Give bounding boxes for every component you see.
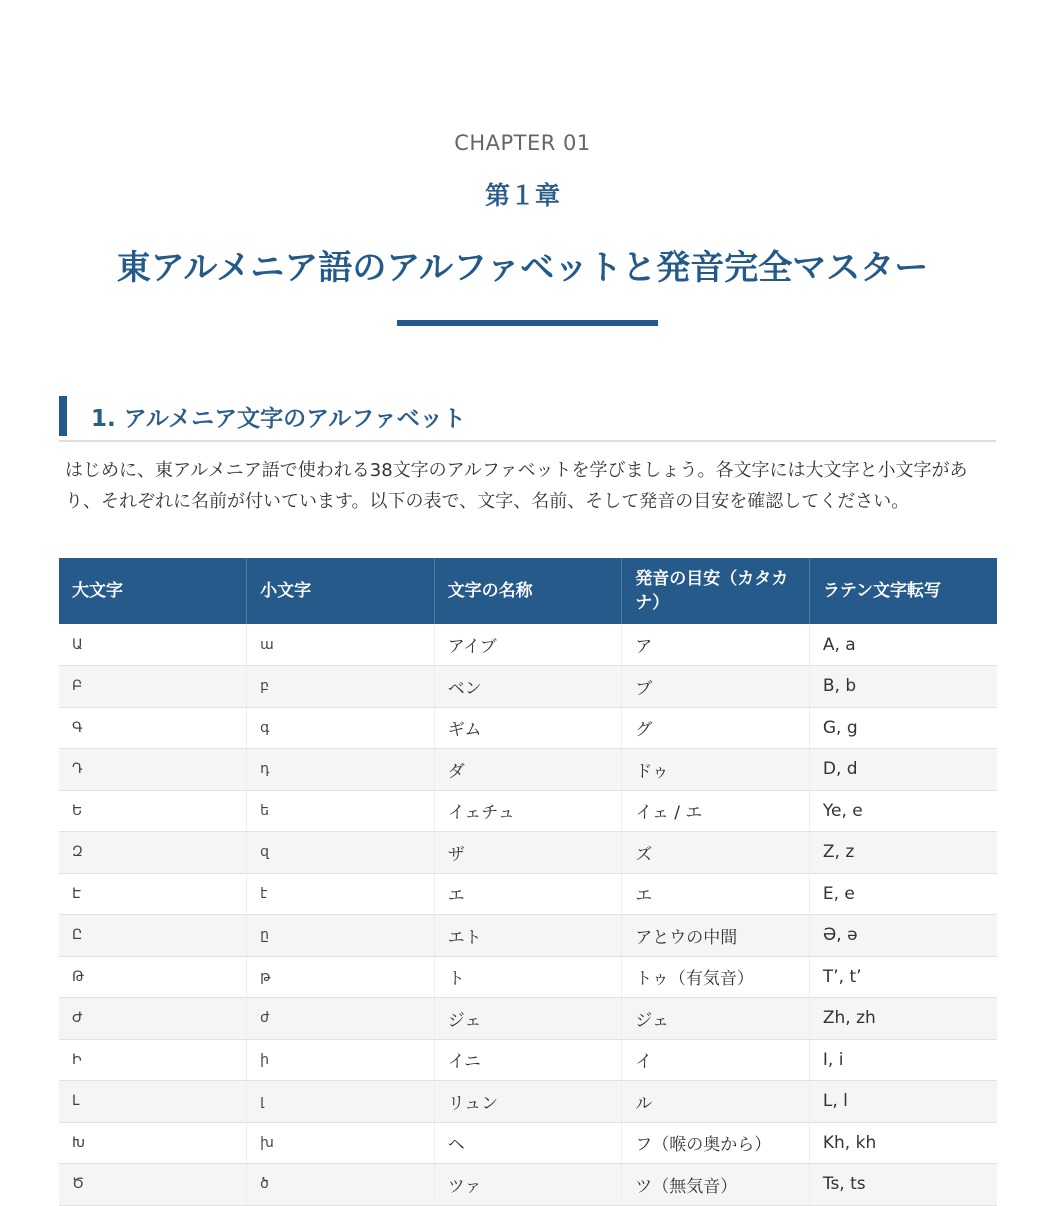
letter-name-cell: ト <box>434 956 622 998</box>
section-heading-text: 1. アルメニア文字のアルファベット <box>91 406 466 432</box>
transliteration-cell: Zh, zh <box>809 998 997 1040</box>
letter-name-cell: ザ <box>434 832 622 874</box>
letter-name-cell: アイブ <box>434 624 622 666</box>
uppercase-cell: Բ <box>59 666 247 708</box>
letter-name-cell: ベン <box>434 666 622 708</box>
letter-name-cell: リュン <box>434 1081 622 1123</box>
pronunciation-cell: エ <box>622 873 810 915</box>
pronunciation-cell: アとウの中間 <box>622 915 810 957</box>
lowercase-cell: լ <box>247 1081 435 1123</box>
uppercase-cell: Ե <box>59 790 247 832</box>
transliteration-cell: Ye, e <box>809 790 997 832</box>
pronunciation-cell: ズ <box>622 832 810 874</box>
uppercase-cell: Ժ <box>59 998 247 1040</box>
intro-paragraph: はじめに、東アルメニア語で使われる38文字のアルファベットを学びましょう。各文字には大文字と小文字があり、それぞれに名前が付いています。以下の表で、文字、名前、そして発音の目安を確認してください。 <box>65 460 968 512</box>
letter-name-cell: ギム <box>434 707 622 749</box>
uppercase-cell: Խ <box>59 1122 247 1164</box>
header-uppercase: 大文字 <box>59 558 247 624</box>
letter-name-cell: ヘ <box>434 1122 622 1164</box>
uppercase-cell: Լ <box>59 1081 247 1123</box>
letter-name-cell: ジェ <box>434 998 622 1040</box>
transliteration-cell: B, b <box>809 666 997 708</box>
transliteration-cell: D, d <box>809 749 997 791</box>
table-row <box>59 832 997 874</box>
header-lowercase: 小文字 <box>247 558 435 624</box>
lowercase-cell: զ <box>247 832 435 874</box>
pronunciation-cell: ジェ <box>622 998 810 1040</box>
table-row <box>59 1039 997 1081</box>
table-row <box>59 956 997 998</box>
lowercase-cell: ա <box>247 624 435 666</box>
transliteration-cell: Z, z <box>809 832 997 874</box>
uppercase-cell: Դ <box>59 749 247 791</box>
table-body <box>59 624 997 1205</box>
letter-name-cell: ツァ <box>434 1164 622 1206</box>
table-row <box>59 1081 997 1123</box>
transliteration-cell: I, i <box>809 1039 997 1081</box>
uppercase-cell: Ծ <box>59 1164 247 1206</box>
lowercase-cell: ժ <box>247 998 435 1040</box>
uppercase-cell: Ա <box>59 624 247 666</box>
pronunciation-cell: トゥ（有気音） <box>622 956 810 998</box>
pronunciation-cell: グ <box>622 707 810 749</box>
section-heading <box>59 396 996 442</box>
alphabet-table <box>59 558 997 1206</box>
transliteration-cell: Kh, kh <box>809 1122 997 1164</box>
lowercase-cell: թ <box>247 956 435 998</box>
pronunciation-cell: ア <box>622 624 810 666</box>
table-row <box>59 749 997 791</box>
pronunciation-cell: ドゥ <box>622 749 810 791</box>
table-row <box>59 707 997 749</box>
transliteration-cell: E, e <box>809 873 997 915</box>
transliteration-cell: T’, t’ <box>809 956 997 998</box>
pronunciation-cell: フ（喉の奥から） <box>622 1122 810 1164</box>
table-header <box>59 558 997 624</box>
pronunciation-cell: ブ <box>622 666 810 708</box>
letter-name-cell: イニ <box>434 1039 622 1081</box>
lowercase-cell: է <box>247 873 435 915</box>
transliteration-cell: Ts, ts <box>809 1164 997 1206</box>
title-divider <box>397 320 658 326</box>
transliteration-cell: Ə, ə <box>809 915 997 957</box>
header-letter-name: 文字の名称 <box>434 558 622 624</box>
lowercase-cell: դ <box>247 749 435 791</box>
lowercase-cell: ի <box>247 1039 435 1081</box>
letter-name-cell: エ <box>434 873 622 915</box>
lowercase-cell: բ <box>247 666 435 708</box>
lowercase-cell: գ <box>247 707 435 749</box>
lowercase-cell: ե <box>247 790 435 832</box>
lowercase-cell: ծ <box>247 1164 435 1206</box>
header-pronunciation: 発音の目安（カタカナ） <box>622 558 810 624</box>
pronunciation-cell: イェ / エ <box>622 790 810 832</box>
table-row <box>59 790 997 832</box>
uppercase-cell: Ի <box>59 1039 247 1081</box>
chapter-title: 東アルメニア語のアルファベットと発音完全マスター <box>116 248 929 288</box>
table-row <box>59 666 997 708</box>
table-row <box>59 915 997 957</box>
transliteration-cell: A, a <box>809 624 997 666</box>
pronunciation-cell: ツ（無気音） <box>622 1164 810 1206</box>
pronunciation-cell: イ <box>622 1039 810 1081</box>
transliteration-cell: G, g <box>809 707 997 749</box>
table-row <box>59 1122 997 1164</box>
chapter-number: 第１章 <box>484 181 560 210</box>
table-row <box>59 624 997 666</box>
letter-name-cell: ダ <box>434 749 622 791</box>
uppercase-cell: Ը <box>59 915 247 957</box>
table-row <box>59 1164 997 1206</box>
uppercase-cell: Զ <box>59 832 247 874</box>
section-accent-bar <box>59 396 67 436</box>
lowercase-cell: ը <box>247 915 435 957</box>
header-transliteration: ラテン文字転写 <box>809 558 997 624</box>
uppercase-cell: Գ <box>59 707 247 749</box>
table-row <box>59 873 997 915</box>
table-header-row <box>59 558 997 624</box>
table-row <box>59 998 997 1040</box>
uppercase-cell: Է <box>59 873 247 915</box>
chapter-label: CHAPTER 01 <box>454 131 591 155</box>
lowercase-cell: խ <box>247 1122 435 1164</box>
transliteration-cell: L, l <box>809 1081 997 1123</box>
uppercase-cell: Թ <box>59 956 247 998</box>
pronunciation-cell: ル <box>622 1081 810 1123</box>
letter-name-cell: イェチュ <box>434 790 622 832</box>
letter-name-cell: エト <box>434 915 622 957</box>
